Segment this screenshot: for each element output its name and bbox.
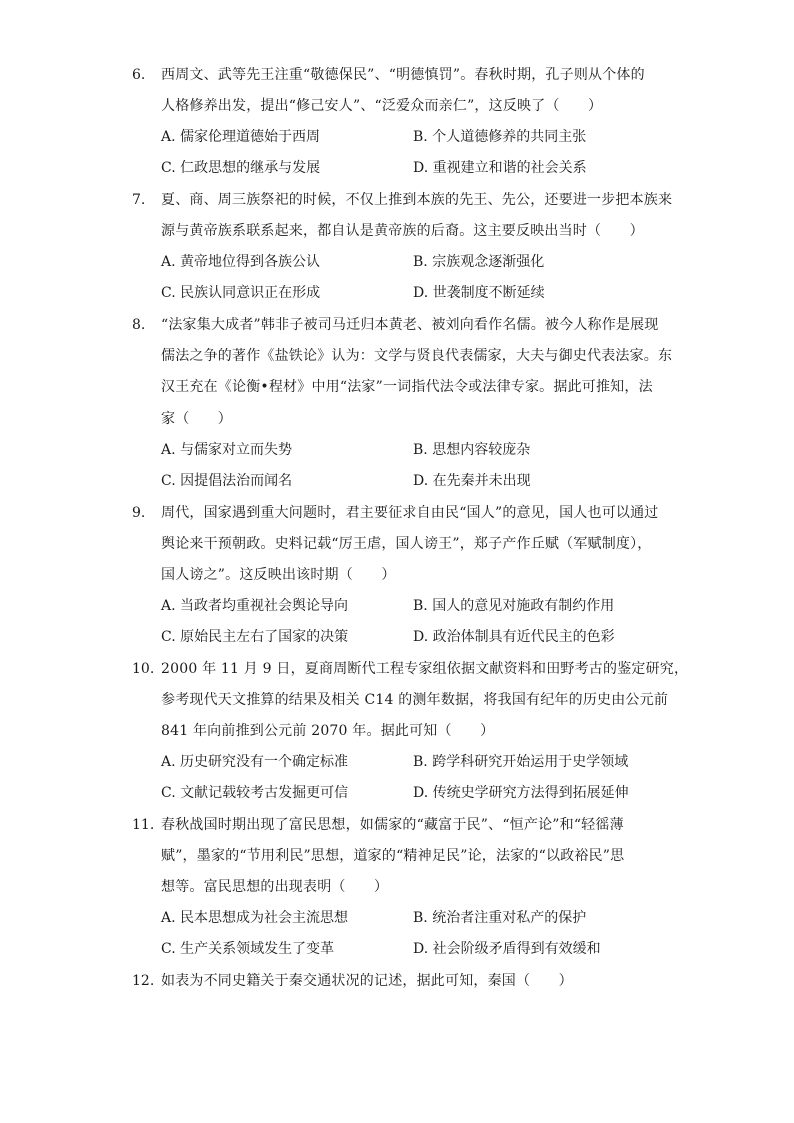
question-stem: [161, 810, 673, 904]
stem-line: 儒法之争的著作《盐铁论》认为：文学与贤良代表儒家，大夫与御史代表法家。东: [161, 348, 673, 365]
question-stem: [161, 185, 673, 247]
question-number: 7.: [132, 192, 146, 208]
question-stem: [161, 654, 689, 748]
option-c[interactable]: C. 生产关系领域发生了变革: [161, 941, 335, 957]
stem-line: 人格修养出发，提出“修己安人”、“泛爱众而亲仁”，这反映了（ ）: [161, 98, 603, 115]
option-d[interactable]: D. 政治体制具有近代民主的色彩: [413, 629, 615, 645]
option-a[interactable]: A. 黄帝地位得到各族公认: [161, 254, 321, 270]
stem-line: 2000 年 11 月 9 日，夏商周断代工程专家组依据文献资料和田野考古的鉴定研究，: [161, 661, 689, 677]
stem-line: 源与黄帝族系联系起来，都自认是黄帝族的后裔。这主要反映出当时（ ）: [161, 223, 644, 240]
option-c[interactable]: C. 文献记载较考古发掘更可信: [161, 785, 349, 801]
stem-line: 赋”，墨家的“节用利民”思想，道家的“精神足民”论，法家的“以政裕民”思: [161, 848, 625, 865]
option-c[interactable]: C. 民族认同意识正在形成: [161, 285, 321, 301]
question-number: 10.: [132, 661, 155, 677]
option-a[interactable]: A. 历史研究没有一个确定标准: [161, 754, 349, 770]
option-d[interactable]: D. 在先秦并未出现: [413, 473, 531, 489]
option-b[interactable]: B. 统治者注重对私产的保护: [413, 910, 587, 926]
stem-line: 参考现代天文推算的结果及相关 C14 的测年数据，将我国有纪年的历史由公元前: [161, 692, 669, 709]
stem-line: “法家集大成者”韩非子被司马迁归本黄老、被刘向看作名儒。被今人称作是展现: [161, 317, 659, 333]
option-c[interactable]: C. 因提倡法治而闻名: [161, 473, 293, 489]
option-d[interactable]: D. 世袭制度不断延续: [413, 285, 545, 301]
option-a[interactable]: A. 与儒家对立而失势: [161, 442, 293, 458]
option-a[interactable]: A. 儒家伦理道德始于西周: [161, 129, 321, 145]
stem-line: 家（ ）: [161, 410, 232, 427]
option-d[interactable]: D. 社会阶级矛盾得到有效缓和: [413, 941, 601, 957]
option-a[interactable]: A. 民本思想成为社会主流思想: [161, 910, 349, 926]
stem-line: 想等。富民思想的出现表明（ ）: [161, 879, 389, 896]
option-b[interactable]: B. 国人的意见对施政有制约作用: [413, 598, 615, 614]
stem-line: 汉王充在《论衡•程材》中用“法家”一词指代法令或法律专家。据此可推知，法: [161, 379, 653, 396]
question-number: 11.: [132, 817, 155, 833]
option-d[interactable]: D. 传统史学研究方法得到拓展延伸: [413, 785, 629, 801]
stem-line: 如表为不同史籍关于秦交通状况的记述，据此可知，秦国（ ）: [161, 973, 573, 989]
question-stem: [161, 310, 673, 435]
stem-line: 周代，国家遇到重大问题时，君主要征求自由民“国人”的意见，国人也可以通过: [161, 505, 659, 521]
question-stem: [161, 498, 673, 592]
stem-line: 西周文、武等先王注重“敬德保民”、“明德慎罚”。春秋时期，孔子则从个体的: [161, 67, 645, 83]
stem-line: 春秋战国时期出现了富民思想，如儒家的“藏富于民”、“恒产论”和“轻徭薄: [161, 817, 624, 833]
stem-line: 841 年向前推到公元前 2070 年。据此可知（ ）: [161, 723, 495, 740]
question-number: 8.: [132, 317, 146, 333]
option-d[interactable]: D. 重视建立和谐的社会关系: [413, 160, 587, 176]
question-stem: [161, 966, 673, 997]
stem-line: 国人谤之”。这反映出该时期（ ）: [161, 567, 396, 584]
question-number: 9.: [132, 505, 146, 521]
question-stem: [161, 60, 673, 122]
stem-line: 舆论来干预朝政。史料记载“厉王虐，国人谤王”，郑子产作丘赋（军赋制度），: [161, 536, 652, 553]
option-b[interactable]: B. 个人道德修养的共同主张: [413, 129, 587, 145]
option-a[interactable]: A. 当政者均重视社会舆论导向: [161, 598, 349, 614]
question-number: 6.: [132, 67, 146, 83]
stem-line: 夏、商、周三族祭祀的时候，不仅上推到本族的先王、先公，还要进一步把本族来: [161, 192, 673, 208]
option-b[interactable]: B. 宗族观念逐渐强化: [413, 254, 545, 270]
option-b[interactable]: B. 跨学科研究开始运用于史学领域: [413, 754, 629, 770]
option-c[interactable]: C. 原始民主左右了国家的决策: [161, 629, 349, 645]
option-b[interactable]: B. 思想内容较庞杂: [413, 442, 531, 458]
question-number: 12.: [132, 973, 155, 989]
option-c[interactable]: C. 仁政思想的继承与发展: [161, 160, 321, 176]
